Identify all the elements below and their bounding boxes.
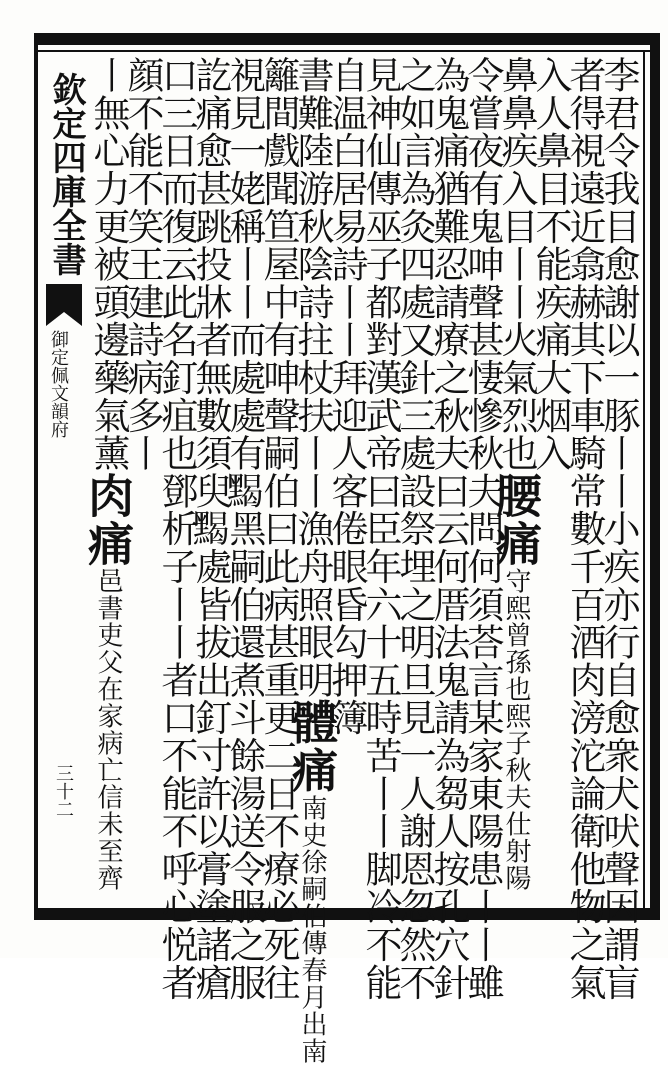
text-column: [257, 56, 302, 1001]
text-segment: 自温白居易詩丨丨拜迎人客倦眼昏勾押簿: [325, 56, 368, 737]
text-column: [489, 56, 543, 904]
text-segment: 書難陸游秋陰詩拄杖扶丨丨漁舟照眼明: [291, 56, 334, 699]
text-segment: 丨無心力更被頭邊藥氣薰: [87, 56, 130, 472]
text-segment: 鼻鼻疾入目丨丨火氣烈也: [495, 56, 538, 472]
text-column: [359, 56, 404, 1001]
text-segment: 入人鼻目不能疾痛大烟入: [529, 56, 572, 472]
text-segment: 顔不能不笑王建詩病多丨: [121, 56, 164, 472]
fishtail-mark-icon: [46, 284, 82, 326]
text-segment: 為鬼痛猶難忍請療之秋夫曰云何厝法鬼請為芻人按孔穴針: [427, 56, 470, 1001]
text-column: [223, 56, 268, 1001]
text-column: [597, 56, 642, 1001]
text-segment: 訖痛愈甚跳投牀者無數須臾𪑦處皆拔出釘寸許以膏塗諸瘡: [189, 56, 232, 1001]
text-segment: 之如言為灸四處又針三處設祭埋之明旦見一人謝恩忽然不: [393, 56, 436, 1001]
right-border: [650, 33, 660, 920]
text-segment: 南史徐嗣伯傳春月出南: [297, 794, 327, 1065]
text-segment: 邑書吏父在家病亡信未至齊: [93, 567, 123, 892]
text-column: [427, 56, 472, 1001]
text-column: [325, 56, 370, 904]
text-column: [461, 56, 506, 1001]
text-segment: 見神仙傳巫子都對漢武帝曰臣年六十五時苦丨丨脚冷不能: [359, 56, 402, 1001]
text-body: [81, 56, 642, 1065]
text-column: [563, 56, 608, 1001]
text-segment: 籬間戲聞笪屋中有呻聲嗣伯曰此病甚重更二日不療必死往: [257, 56, 300, 1001]
entry-heading: 肉痛: [81, 471, 135, 568]
text-column: [529, 56, 574, 904]
text-segment: 口三日而復云此名釘疽也鄧析子丨丨者口不能不呼心悦者: [155, 56, 198, 1001]
top-inner-border: [34, 50, 660, 52]
text-column: [155, 56, 200, 1001]
text-column: [285, 56, 339, 1065]
text-segment: 令嘗夜有鬼呻聲甚悽慘秋夫問何須荅言某家東陽患丨丨雖: [461, 56, 504, 1001]
book-title: 欽定四庫全書: [46, 72, 86, 276]
top-border: [34, 33, 660, 45]
text-column: [189, 56, 234, 1001]
folio-number: 三十二: [53, 764, 74, 818]
text-column: [81, 56, 135, 904]
entry-heading: 腰痛: [489, 471, 543, 568]
text-segment: 李君令我目愈謝以一豚丨丨小疾亦行自愈衆犬吠聲因謂盲: [597, 56, 640, 1001]
text-column: [121, 56, 166, 904]
entry-heading: 體痛: [285, 698, 339, 795]
text-segment: 視見一姥稱丨丨而處處有𪑦黑嗣伯還煮斗餘湯送令服之服: [223, 56, 266, 1001]
right-inner-border: [643, 52, 645, 908]
book-subtitle: 御定佩文韻府: [48, 330, 69, 438]
text-segment: 者得視遠近翕赫其下車騎常數千百酒肉滂沱論衛他物之氣: [563, 56, 606, 1001]
text-segment: 守熙曾孫也熙子秋夫仕射陽: [501, 567, 531, 892]
text-column: [393, 56, 438, 1001]
left-border: [34, 33, 38, 920]
